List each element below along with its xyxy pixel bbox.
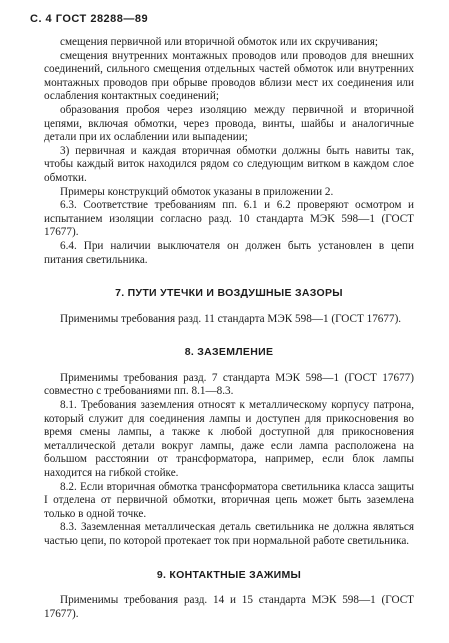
paragraph: Примеры конструкций обмоток указаны в приложении 2.: [60, 185, 334, 198]
paragraph: смещения первичной или вторичной обмоток или их скручивания;: [60, 36, 378, 48]
section-8-paragraph: 8.1. Требования заземления относят к металлическому корпусу патрона, который служит для соединения лампы и доступен для прикосновения во время смены лампы, а также к любой доступной для прикосновения металлической детали вокруг лампы, даже если лампа расположена на большом расстоянии от трансформатора, например, если блок лампы находится на гибкой стойке.: [44, 399, 414, 480]
paragraph: образования пробоя через изоляцию между первичной и вторичной цепями, включая обмотки, через провода, винты, шайбы и аналогичные детали при их ослаблении или выпадении;: [44, 103, 414, 144]
section-7-text: Применимы требования разд. 11 стандарта МЭК 598—1 (ГОСТ 17677).: [60, 312, 402, 325]
section-8-paragraph: 8.2. Если вторичная обмотка трансформатора светильника класса защиты I отделена от первичной обмотки, вторичная цепь может быть заземлена только в одной точке.: [44, 480, 414, 520]
paragraph: 3) первичная и каждая вторичная обмотки должны быть навиты так, чтобы каждый виток находился рядом со следующим витком в каждом слое обмотки.: [44, 144, 414, 184]
section-9-heading: 9. КОНТАКТНЫЕ ЗАЖИМЫ: [156, 568, 302, 581]
section-9-text: Применимы требования разд. 14 и 15 стандарта МЭК 598—1 (ГОСТ 17677).: [44, 594, 414, 620]
paragraph: 6.3. Соответствие требованиям пп. 6.1 и 6.2 проверяют осмотром и испытанием изоляции согласно разд. 10 стандарта МЭК 598—1 (ГОСТ 17677).: [44, 199, 414, 239]
document-body: [44, 36, 414, 621]
section-8-paragraph: 8.3. Заземленная металлическая деталь светильника не должна являться частью цепи, по которой протекает ток при нормальной работе светильника.: [44, 521, 414, 547]
section-8-paragraph: Применимы требования разд. 7 стандарта МЭК 598—1 (ГОСТ 17677) совместно с требованиями пп. 8.1—8.3.: [44, 371, 414, 398]
section-8-heading: 8. ЗАЗЕМЛЕНИЕ: [184, 346, 274, 359]
paragraph: 6.4. При наличии выключателя он должен быть установлен в цепи питания светильника.: [44, 239, 414, 266]
page-header: С. 4 ГОСТ 28288—89: [30, 13, 149, 25]
section-7-heading: 7. ПУТИ УТЕЧКИ И ВОЗДУШНЫЕ ЗАЗОРЫ: [115, 287, 343, 300]
paragraph: смещения внутренних монтажных проводов или проводов для внешних соединений, сильного смещения отдельных частей обмоток или внутренних монтажных проводов при обрыве проводов вблизи мест их соединения или ослабления контактных соединений;: [44, 49, 414, 103]
